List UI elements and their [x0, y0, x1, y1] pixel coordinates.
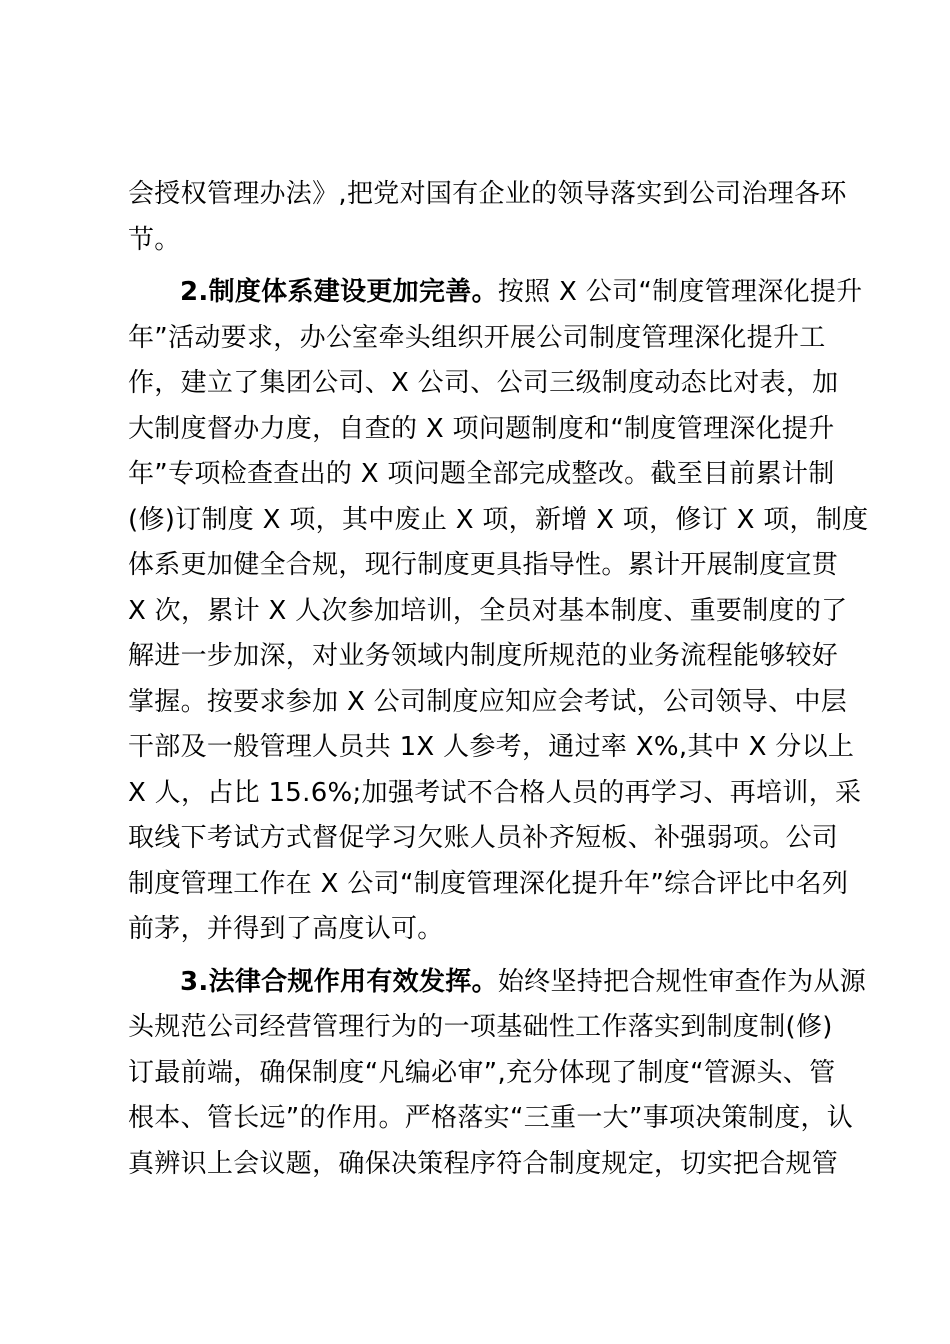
text-line: 会授权管理办法》,把党对国有企业的领导落实到公司治理各环 — [128, 179, 847, 209]
text-line: 订最前端，确保制度“凡编必审”,充分体现了制度“管源头、管 — [128, 1057, 836, 1088]
text-line: X 人，占比 15.6%;加强考试不合格人员的再学习、再培训，采 — [128, 777, 862, 808]
text-line: 大制度督办力度，自查的 X 项问题制度和“制度管理深化提升 — [128, 413, 835, 444]
paragraph-1 — [128, 172, 847, 263]
paragraph-first-line — [128, 270, 863, 316]
text-line: 制度管理工作在 X 公司“制度管理深化提升年”综合评比中名列 — [128, 868, 849, 899]
text-line: 年”活动要求，办公室牵头组织开展公司制度管理深化提升工 — [128, 322, 826, 353]
text-line: 作，建立了集团公司、X 公司、公司三级制度动态比对表，加 — [128, 368, 839, 398]
text-line: 真辨识上会议题，确保决策程序符合制度规定，切实把合规管 — [128, 1148, 839, 1179]
text-span: 按照 X 公司“制度管理深化提升 — [497, 277, 863, 307]
text-line: 根本、管长远”的作用。严格落实“三重一大”事项决策制度，认 — [128, 1103, 854, 1133]
section-heading: 2.制度体系建设更加完善。 — [180, 277, 498, 307]
text-line: (修)订制度 X 项，其中废止 X 项，新增 X 项，修订 X 项，制度 — [128, 504, 869, 535]
paragraph-2 — [128, 270, 869, 953]
text-line: 年”专项检查查出的 X 项问题全部完成整改。截至目前累计制 — [128, 459, 835, 489]
text-line: 掌握。按要求参加 X 公司制度应知应会考试，公司领导、中层 — [128, 686, 848, 717]
text-line: 取线下考试方式督促学习欠账人员补齐短板、补强弱项。公司 — [128, 823, 839, 853]
text-line: 前茅，并得到了高度认可。 — [128, 914, 444, 944]
document-body — [128, 172, 869, 1187]
paragraph-3 — [128, 960, 867, 1188]
text-line: 头规范公司经营管理行为的一项基础性工作落实到制度制(修) — [128, 1012, 833, 1042]
text-line: 节。 — [128, 224, 181, 255]
text-line: 解进一步加深，对业务领域内制度所规范的业务流程能够较好 — [128, 641, 839, 671]
paragraph-first-line — [128, 960, 867, 1006]
section-heading: 3.法律合规作用有效发挥。 — [180, 966, 498, 997]
text-line: X 次，累计 X 人次参加培训，全员对基本制度、重要制度的了 — [128, 595, 848, 626]
text-span: 始终坚持把合规性审查作为从源 — [497, 966, 867, 997]
text-line: 干部及一般管理人员共 1X 人参考，通过率 X%,其中 X 分以上 — [128, 732, 855, 762]
text-line: 体系更加健全合规，现行制度更具指导性。累计开展制度宣贯 — [128, 550, 839, 580]
